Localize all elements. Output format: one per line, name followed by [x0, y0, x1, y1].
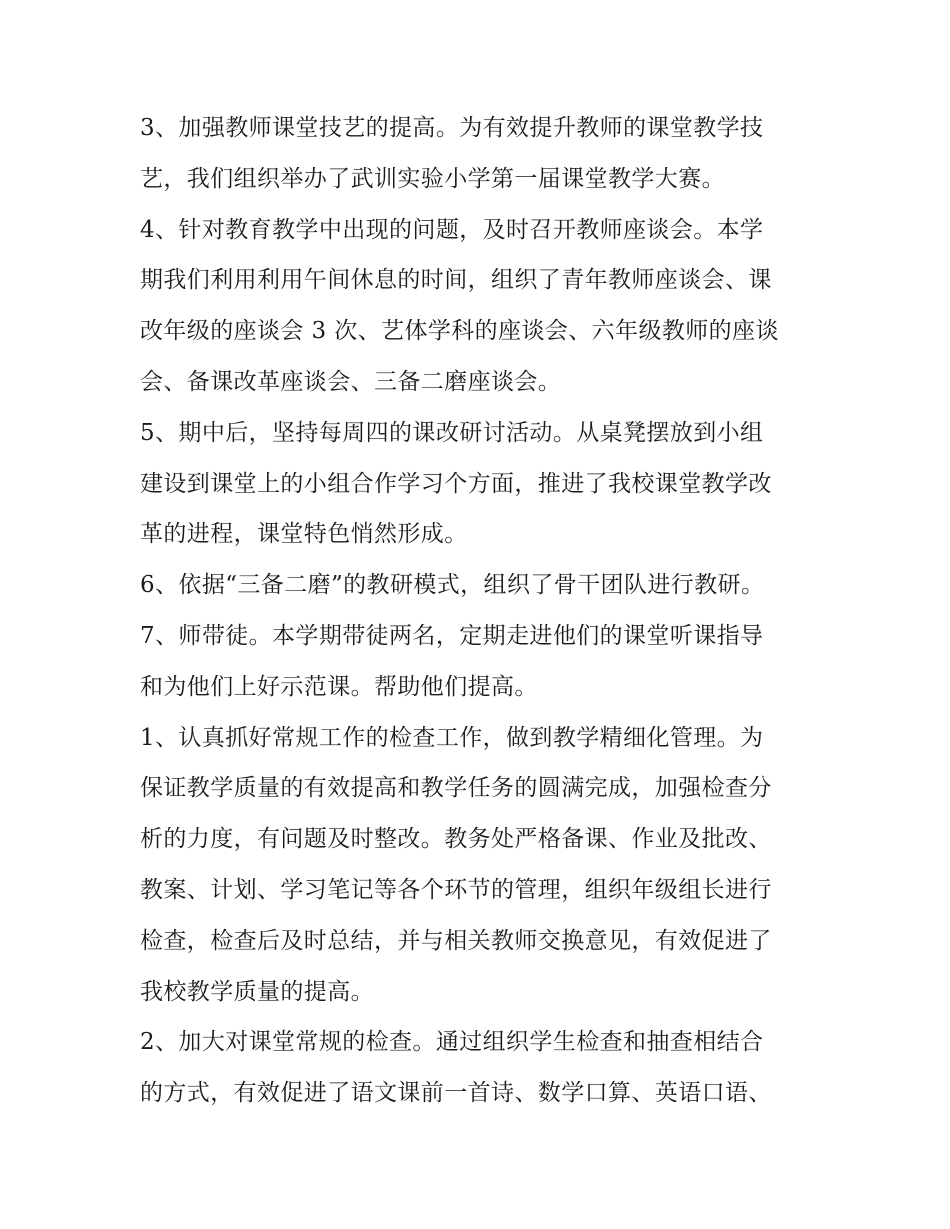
text-line: 革的进程，课堂特色悄然形成。 — [140, 521, 468, 548]
text-line: 艺，我们组织举办了武训实验小学第一届课堂教学大赛。 — [140, 165, 725, 192]
text-line: 5、期中后，坚持每周四的课改研讨活动。从桌凳摆放到小组 — [140, 419, 764, 446]
text-line: 3、加强教师课堂技艺的提高。为有效提升教师的课堂教学技 — [140, 115, 764, 141]
text-line: 改年级的座谈会 3 次、艺体学科的座谈会、六年级教师的座谈 — [140, 318, 779, 345]
text-line: 7、师带徒。本学期带徒两名，定期走进他们的课堂听课指导 — [140, 622, 764, 649]
paragraph-3-teaching-skills — [140, 103, 820, 205]
text-line: 2、加大对课堂常规的检查。通过组织学生检查和抽查相结合 — [140, 1029, 764, 1056]
paragraph-2-classroom-routine — [140, 1017, 820, 1119]
text-line: 期我们利用利用午间休息的时间，组织了青年教师座谈会、课 — [140, 267, 772, 294]
paragraph-4-teacher-forums — [140, 205, 820, 408]
document-body — [140, 103, 820, 1119]
text-line: 教案、计划、学习笔记等各个环节的管理，组织年级组长进行 — [140, 876, 772, 903]
text-line: 会、备课改革座谈会、三备二磨座谈会。 — [140, 368, 562, 395]
text-line: 析的力度，有问题及时整改。教务处严格备课、作业及批改、 — [140, 826, 772, 853]
text-line: 6、依据“三备二磨”的教研模式，组织了骨干团队进行教研。 — [140, 572, 765, 599]
paragraph-7-mentoring — [140, 611, 820, 713]
text-line: 4、针对教育教学中出现的问题，及时召开教师座谈会。本学 — [140, 216, 764, 243]
text-line: 的方式，有效促进了语文课前一首诗、数学口算、英语口语、 — [140, 1080, 772, 1107]
paragraph-6-teaching-research — [140, 560, 820, 611]
text-line: 建设到课堂上的小组合作学习个方面，推进了我校课堂教学改 — [140, 470, 772, 497]
text-line: 我校教学质量的提高。 — [140, 978, 374, 1005]
paragraph-1-routine-inspection — [140, 713, 820, 1018]
text-line: 和为他们上好示范课。帮助他们提高。 — [140, 673, 538, 700]
text-line: 保证教学质量的有效提高和教学任务的圆满完成，加强检查分 — [140, 775, 772, 802]
paragraph-5-curriculum-reform — [140, 408, 820, 560]
text-line: 检查，检查后及时总结，并与相关教师交换意见，有效促进了 — [140, 927, 772, 954]
text-line: 1、认真抓好常规工作的检查工作，做到教学精细化管理。为 — [140, 724, 764, 751]
